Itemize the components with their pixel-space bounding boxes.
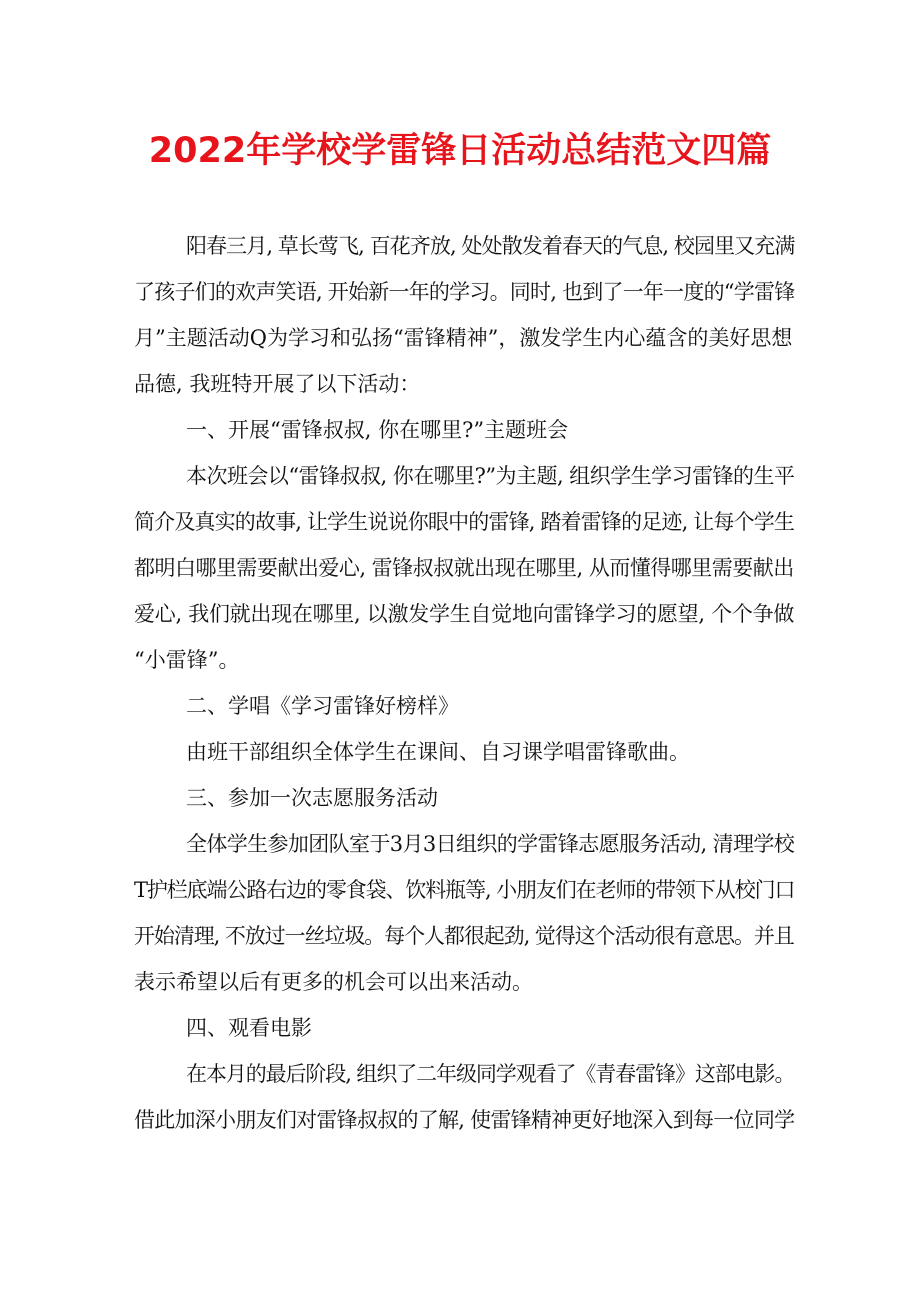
text-line: 都明白哪里需要献出爱心, 雷锋叔叔就出现在哪里, 从而懂得哪里需要献出	[134, 556, 794, 580]
text-line: 本次班会以“雷锋叔叔, 你在哪里?”为主题, 组织学生学习雷锋的生平	[186, 464, 795, 488]
text-line: 二、学唱《学习雷锋好榜样》	[186, 694, 459, 718]
text-line: 表示希望以后有更多的机会可以出来活动。	[134, 970, 533, 994]
text-line: 月”主题活动Q为学习和弘扬“雷锋精神”，激发学生内心蕴含的美好思想	[134, 326, 793, 350]
text-line: 由班干部组织全体学生在课间、自习课学唱雷锋歌曲。	[186, 740, 690, 764]
text-line: 简介及真实的故事, 让学生说说你眼中的雷锋, 踏着雷锋的足迹, 让每个学生	[134, 510, 795, 534]
text-line: 阳春三月, 草长莺飞, 百花齐放, 处处散发着春天的气息, 校园里又充满	[186, 234, 795, 258]
text-line: 品德, 我班特开展了以下活动：	[134, 372, 421, 396]
text-line: 一、开展“雷锋叔叔, 你在哪里?”主题班会	[186, 418, 569, 442]
text-line: 三、参加一次志愿服务活动	[186, 786, 438, 810]
text-line: 爱心, 我们就出现在哪里, 以激发学生自觉地向雷锋学习的愿望, 个个争做	[134, 602, 795, 626]
text-line: “小雷锋”。	[134, 648, 240, 672]
text-line: 在本月的最后阶段, 组织了二年级同学观看了《青春雷锋》这部电影。	[186, 1062, 795, 1086]
text-line: 全体学生参加团队室于3月3日组织的学雷锋志愿服务活动, 清理学校	[186, 832, 795, 856]
text-line: 借此加深小朋友们对雷锋叔叔的了解, 使雷锋精神更好地深入到每一位同学	[134, 1108, 795, 1132]
document-body	[134, 223, 794, 1143]
text-line: 了孩子们的欢声笑语, 开始新一年的学习。同时, 也到了一年一度的“学雷锋	[134, 280, 795, 304]
text-line: 开始清理, 不放过一丝垃圾。每个人都很起劲, 觉得这个活动很有意思。并且	[134, 924, 794, 948]
text-line: T护栏底端公路右边的零食袋、饮料瓶等, 小朋友们在老师的带领下从校门口	[134, 878, 795, 902]
document-title: 2022年学校学雷锋日活动总结范文四篇	[148, 131, 772, 171]
text-line: 四、观看电影	[186, 1016, 312, 1040]
